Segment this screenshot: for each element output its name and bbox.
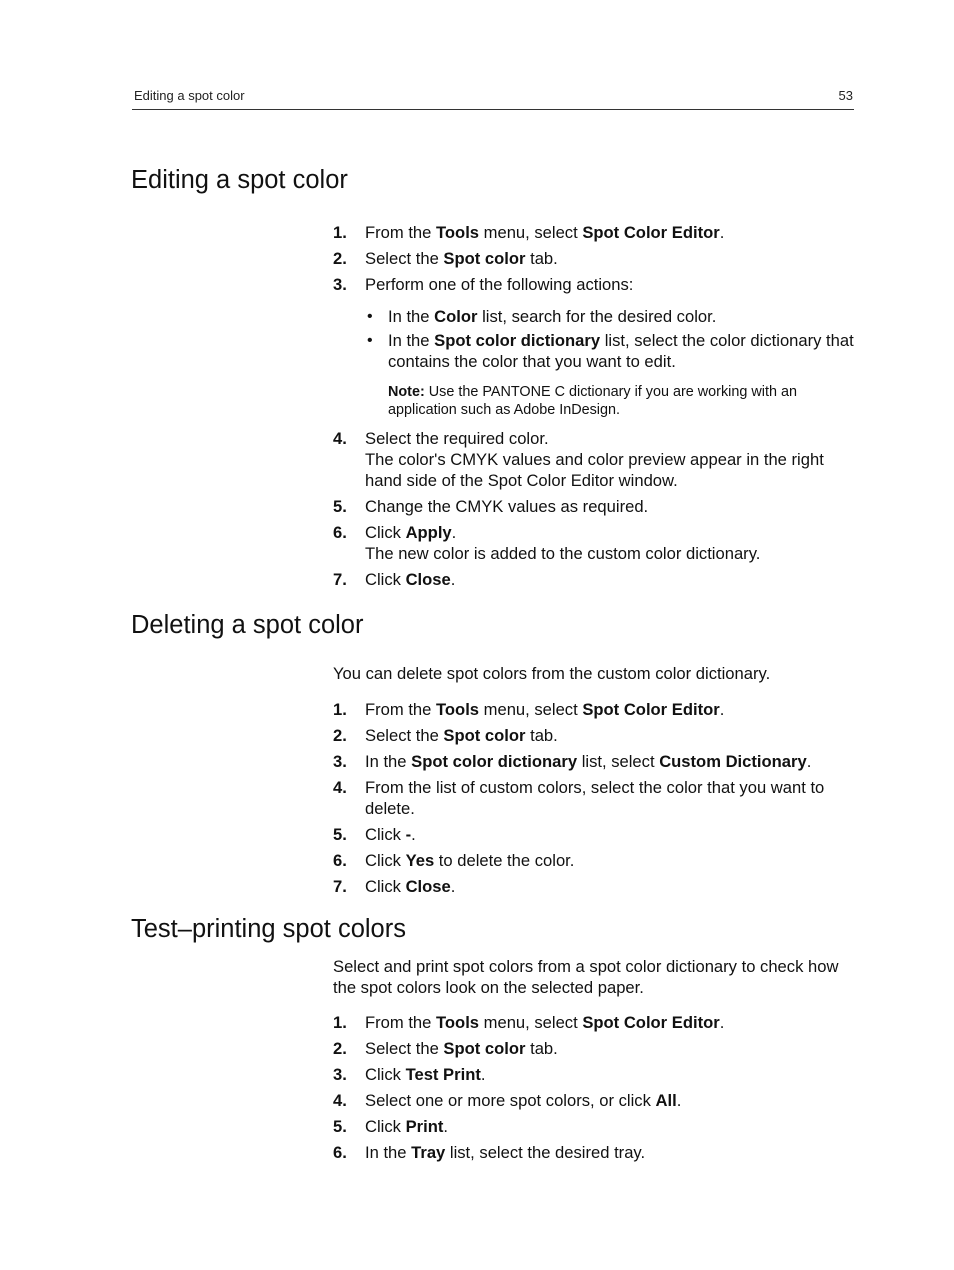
step-number: 7. xyxy=(333,570,347,589)
list-item xyxy=(333,222,857,243)
step-number: 2. xyxy=(333,1039,347,1058)
bullet-item xyxy=(365,330,857,372)
section-intro: You can delete spot colors from the custom color dictionary. xyxy=(333,664,771,683)
bullet-list xyxy=(365,306,857,372)
list-item xyxy=(333,1012,857,1033)
list-item xyxy=(333,876,857,897)
step-text: Click xyxy=(365,825,406,844)
step-text: . xyxy=(450,877,456,896)
step-text: Select one or more spot colors, or click xyxy=(365,1091,656,1110)
step-text: list, select the desired tray. xyxy=(445,1143,646,1162)
step-text: From the list of custom colors, select the color that you want to delete. xyxy=(365,778,825,818)
step-bold: Tools xyxy=(436,223,480,242)
step-bold: Yes xyxy=(405,851,435,870)
step-text: From the xyxy=(365,1013,437,1032)
bullet-item xyxy=(365,306,857,327)
step-bold: Custom Dictionary xyxy=(659,752,807,771)
note-label: Note: xyxy=(388,384,425,400)
list-item xyxy=(333,496,857,517)
step-text: In the xyxy=(365,752,412,771)
step-bold: Apply xyxy=(405,523,452,542)
step-text: Click xyxy=(365,1117,406,1136)
step-text: Select the required color. xyxy=(365,429,549,448)
step-text: to delete the color. xyxy=(434,851,575,870)
step-text: . xyxy=(676,1091,682,1110)
page-number: 53 xyxy=(838,88,853,103)
step-bold: Spot Color Editor xyxy=(582,223,720,242)
step-number: 5. xyxy=(333,497,347,516)
list-item xyxy=(333,725,857,746)
step-text: tab. xyxy=(525,249,558,268)
bullet-icon: • xyxy=(367,308,373,325)
step-bold: - xyxy=(405,825,412,844)
step-number: 4. xyxy=(333,1091,347,1110)
step-text: . xyxy=(451,523,457,542)
bullet-icon: • xyxy=(367,332,373,349)
step-number: 1. xyxy=(333,1013,347,1032)
header-title: Editing a spot color xyxy=(134,88,245,103)
step-number: 3. xyxy=(333,275,347,294)
step-text: menu, select xyxy=(479,700,583,719)
section-heading-test-printing: Test–printing spot colors xyxy=(131,915,406,943)
step-text: tab. xyxy=(525,726,558,745)
step-bold: Test Print xyxy=(405,1065,481,1084)
step-text: Click xyxy=(365,523,406,542)
list-item xyxy=(333,850,857,871)
steps-list-editing xyxy=(333,222,857,590)
step-text: . xyxy=(411,825,416,844)
step-text: . xyxy=(480,1065,486,1084)
step-text: menu, select xyxy=(479,223,583,242)
step-bold: Spot Color Editor xyxy=(582,700,720,719)
bullet-text: In the xyxy=(388,307,435,326)
step-text: . xyxy=(450,570,456,589)
step-bold: Spot color xyxy=(443,726,526,745)
step-result: The new color is added to the custom color dictionary. xyxy=(365,544,761,563)
step-number: 3. xyxy=(333,1065,347,1084)
list-item xyxy=(333,777,857,819)
step-number: 2. xyxy=(333,726,347,745)
step-bold: Spot color xyxy=(443,249,526,268)
step-text: . xyxy=(719,700,725,719)
step-text: In the xyxy=(365,1143,412,1162)
header-divider xyxy=(132,109,854,110)
step-bold: Close xyxy=(405,877,451,896)
step-number: 7. xyxy=(333,877,347,896)
list-item xyxy=(333,1116,857,1137)
section-heading-deleting: Deleting a spot color xyxy=(131,611,364,639)
steps-list-test-printing xyxy=(333,1012,857,1163)
list-item xyxy=(333,1064,857,1085)
list-item xyxy=(333,522,857,564)
step-bold: All xyxy=(655,1091,677,1110)
step-number: 5. xyxy=(333,825,347,844)
step-text: . xyxy=(443,1117,448,1136)
step-number: 1. xyxy=(333,223,347,242)
step-text: Click xyxy=(365,877,406,896)
step-text: Click xyxy=(365,851,406,870)
step-bold: Tools xyxy=(436,700,480,719)
step-bold: Spot color xyxy=(443,1039,526,1058)
step-text: Select the xyxy=(365,249,444,268)
step-text: Change the CMYK values as required. xyxy=(365,497,649,516)
list-item xyxy=(333,248,857,269)
step-number: 3. xyxy=(333,752,347,771)
step-text: . xyxy=(719,223,725,242)
step-result: The color's CMYK values and color preview appear in the right hand side of the Spot Color Editor window. xyxy=(365,450,824,490)
section-intro: Select and print spot colors from a spot color dictionary to check how the spot colors look on the selected paper. xyxy=(333,957,839,997)
step-bold: Tray xyxy=(411,1143,446,1162)
list-item xyxy=(333,824,857,845)
step-text: Click xyxy=(365,570,406,589)
step-text: Select the xyxy=(365,1039,444,1058)
step-text: Perform one of the following actions: xyxy=(365,275,634,294)
step-bold: Print xyxy=(405,1117,444,1136)
step-text: Click xyxy=(365,1065,406,1084)
step-number: 4. xyxy=(333,778,347,797)
bullet-text: In the xyxy=(388,331,435,350)
step-bold: Spot Color Editor xyxy=(582,1013,720,1032)
step-number: 5. xyxy=(333,1117,347,1136)
step-number: 6. xyxy=(333,851,347,870)
step-text: From the xyxy=(365,223,437,242)
step-bold: Close xyxy=(405,570,451,589)
step-text: tab. xyxy=(525,1039,558,1058)
step-text: . xyxy=(806,752,812,771)
step-text: From the xyxy=(365,700,437,719)
step-number: 6. xyxy=(333,1143,347,1162)
section-body-editing xyxy=(333,222,857,595)
step-bold: Spot color dictionary xyxy=(411,752,578,771)
step-text: . xyxy=(719,1013,725,1032)
step-number: 4. xyxy=(333,429,347,448)
list-item xyxy=(333,1142,857,1163)
step-text: menu, select xyxy=(479,1013,583,1032)
section-heading-editing: Editing a spot color xyxy=(131,166,348,194)
list-item xyxy=(333,274,857,419)
list-item xyxy=(333,751,857,772)
bullet-bold: Color xyxy=(434,307,478,326)
list-item xyxy=(333,569,857,590)
note xyxy=(365,383,857,419)
step-number: 1. xyxy=(333,700,347,719)
note-text: Use the PANTONE C dictionary if you are working with an application such as Adobe InDesign. xyxy=(388,384,797,418)
step-number: 2. xyxy=(333,249,347,268)
list-item xyxy=(333,699,857,720)
bullet-text: list, select the color dictionary that contains the color that you want to edit. xyxy=(388,331,854,371)
step-text: list, select xyxy=(577,752,660,771)
list-item xyxy=(333,1038,857,1059)
section-body-test-printing xyxy=(333,956,857,1168)
list-item xyxy=(333,428,857,491)
section-body-deleting xyxy=(333,663,857,902)
step-bold: Tools xyxy=(436,1013,480,1032)
list-item xyxy=(333,1090,857,1111)
bullet-bold: Spot color dictionary xyxy=(434,331,601,350)
step-number: 6. xyxy=(333,523,347,542)
step-text: Select the xyxy=(365,726,444,745)
steps-list-deleting xyxy=(333,699,857,897)
bullet-text: list, search for the desired color. xyxy=(477,307,717,326)
